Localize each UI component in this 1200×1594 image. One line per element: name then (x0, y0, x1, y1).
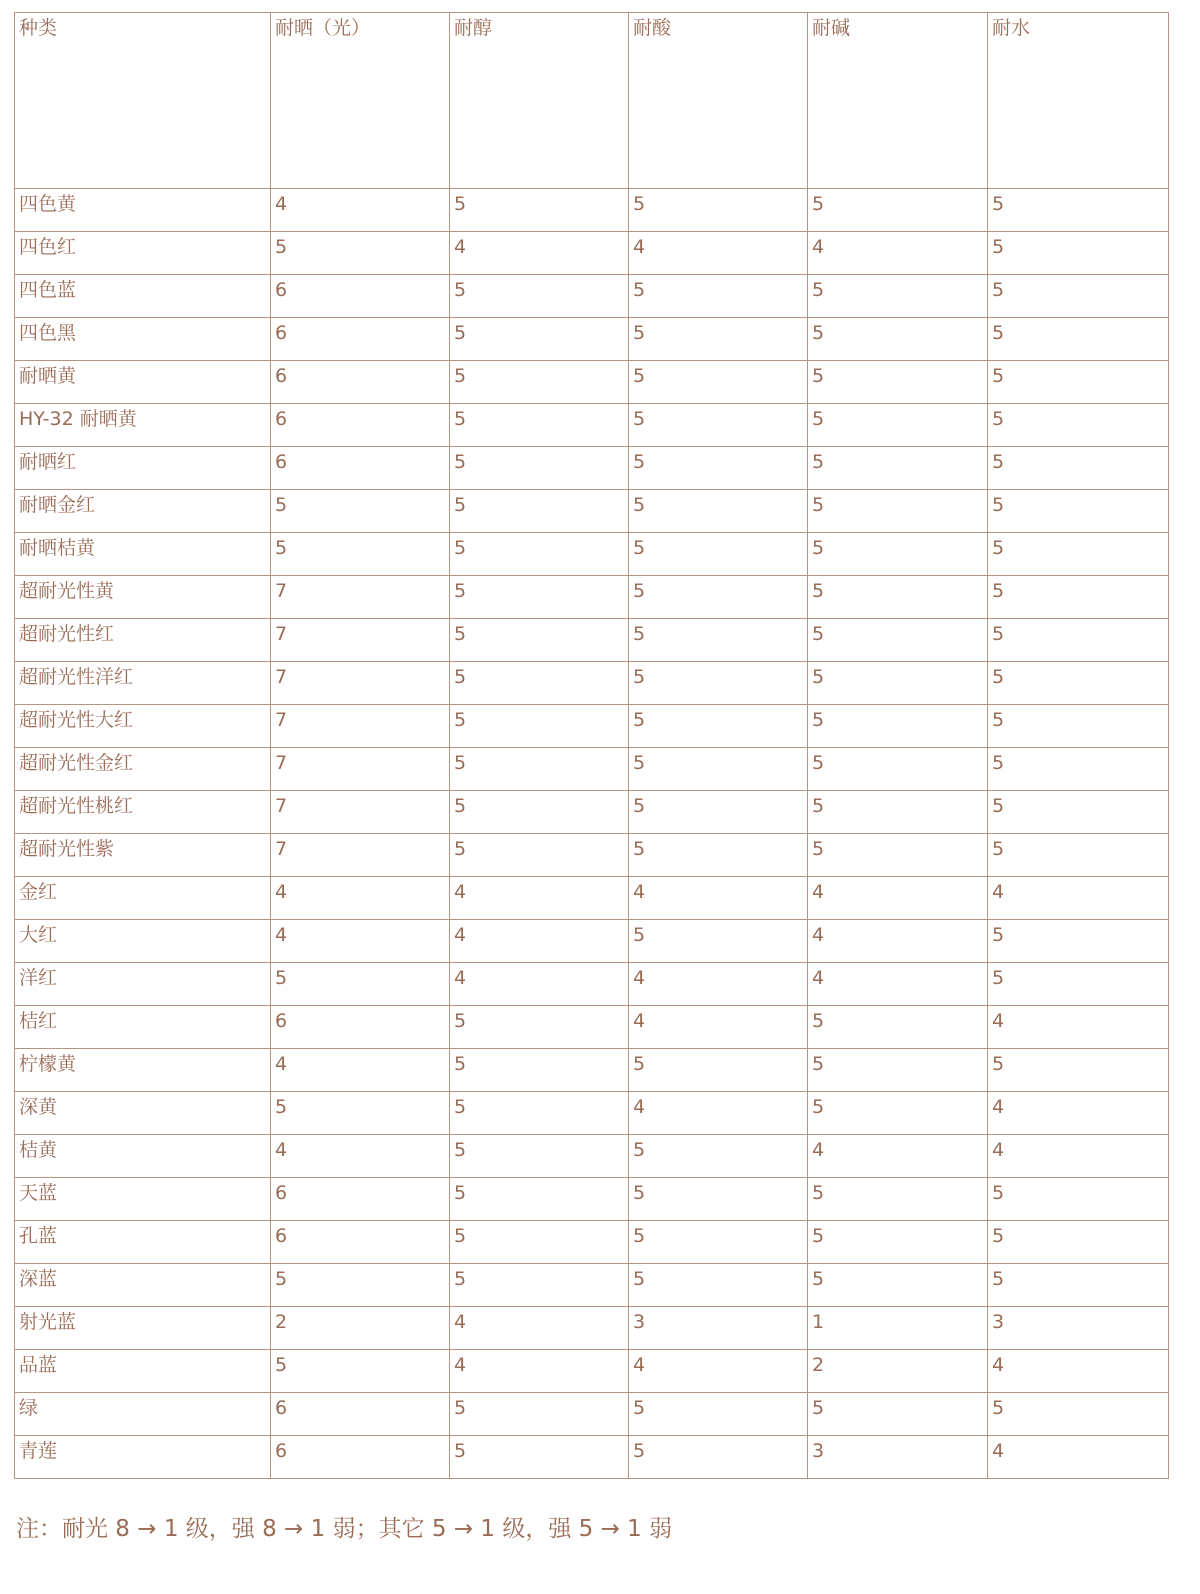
cell-lightfastness: 7 (271, 576, 450, 619)
cell-acid: 4 (629, 232, 808, 275)
cell-lightfastness: 5 (271, 533, 450, 576)
table-row (15, 447, 1169, 490)
cell-alcohol: 5 (450, 1221, 629, 1264)
cell-acid: 5 (629, 748, 808, 791)
cell-type: 超耐光性洋红 (15, 662, 271, 705)
cell-acid: 5 (629, 1178, 808, 1221)
cell-alkali: 1 (808, 1307, 988, 1350)
cell-alcohol: 5 (450, 1436, 629, 1479)
cell-alcohol: 5 (450, 1092, 629, 1135)
table-row (15, 1092, 1169, 1135)
cell-alkali: 5 (808, 791, 988, 834)
cell-lightfastness: 6 (271, 275, 450, 318)
cell-acid: 5 (629, 705, 808, 748)
cell-acid: 5 (629, 619, 808, 662)
cell-type: 青莲 (15, 1436, 271, 1479)
header-row (15, 13, 1169, 189)
cell-type: 超耐光性红 (15, 619, 271, 662)
cell-acid: 4 (629, 877, 808, 920)
cell-lightfastness: 2 (271, 1307, 450, 1350)
cell-alcohol: 4 (450, 963, 629, 1006)
cell-alcohol: 5 (450, 791, 629, 834)
cell-alkali: 5 (808, 619, 988, 662)
cell-alcohol: 5 (450, 705, 629, 748)
cell-alkali: 2 (808, 1350, 988, 1393)
cell-type: 金红 (15, 877, 271, 920)
cell-alcohol: 5 (450, 404, 629, 447)
cell-alkali: 4 (808, 877, 988, 920)
pigment-resistance-table (14, 12, 1169, 1479)
table-row (15, 533, 1169, 576)
cell-acid: 5 (629, 189, 808, 232)
cell-type: 超耐光性大红 (15, 705, 271, 748)
cell-lightfastness: 6 (271, 1178, 450, 1221)
cell-alkali: 5 (808, 1178, 988, 1221)
cell-lightfastness: 6 (271, 1393, 450, 1436)
cell-alcohol: 4 (450, 877, 629, 920)
cell-acid: 5 (629, 834, 808, 877)
table-body (15, 189, 1169, 1479)
cell-alcohol: 4 (450, 920, 629, 963)
cell-type: 超耐光性金红 (15, 748, 271, 791)
header-cell-acid-resistance: 耐酸 (629, 13, 808, 189)
cell-acid: 4 (629, 1092, 808, 1135)
cell-lightfastness: 4 (271, 877, 450, 920)
cell-type: 超耐光性桃红 (15, 791, 271, 834)
cell-alkali: 5 (808, 1264, 988, 1307)
header-cell-water-resistance: 耐水 (988, 13, 1169, 189)
cell-type: 耐晒黄 (15, 361, 271, 404)
cell-acid: 5 (629, 791, 808, 834)
table-row (15, 576, 1169, 619)
header-cell-alkali-resistance: 耐碱 (808, 13, 988, 189)
cell-acid: 5 (629, 361, 808, 404)
cell-acid: 5 (629, 533, 808, 576)
table-row (15, 834, 1169, 877)
cell-acid: 5 (629, 404, 808, 447)
cell-water: 4 (988, 1006, 1169, 1049)
cell-type: 桔红 (15, 1006, 271, 1049)
cell-water: 5 (988, 361, 1169, 404)
cell-water: 5 (988, 662, 1169, 705)
cell-type: 大红 (15, 920, 271, 963)
cell-lightfastness: 7 (271, 748, 450, 791)
table-row (15, 1264, 1169, 1307)
cell-lightfastness: 7 (271, 834, 450, 877)
table-row (15, 1393, 1169, 1436)
cell-water: 5 (988, 619, 1169, 662)
cell-lightfastness: 7 (271, 662, 450, 705)
cell-water: 5 (988, 447, 1169, 490)
table-row (15, 791, 1169, 834)
cell-lightfastness: 5 (271, 1264, 450, 1307)
header-cell-lightfastness: 耐晒（光） (271, 13, 450, 189)
cell-lightfastness: 5 (271, 963, 450, 1006)
cell-water: 4 (988, 1350, 1169, 1393)
cell-alcohol: 5 (450, 1135, 629, 1178)
cell-acid: 4 (629, 1350, 808, 1393)
cell-lightfastness: 4 (271, 189, 450, 232)
cell-alkali: 3 (808, 1436, 988, 1479)
cell-alcohol: 5 (450, 490, 629, 533)
cell-acid: 5 (629, 318, 808, 361)
table-row (15, 490, 1169, 533)
cell-alkali: 5 (808, 1049, 988, 1092)
cell-alcohol: 5 (450, 619, 629, 662)
cell-type: 耐晒金红 (15, 490, 271, 533)
cell-acid: 5 (629, 1264, 808, 1307)
cell-alkali: 5 (808, 275, 988, 318)
cell-acid: 5 (629, 662, 808, 705)
table-row (15, 1006, 1169, 1049)
cell-water: 5 (988, 834, 1169, 877)
pigment-resistance-sheet (14, 12, 1168, 1479)
cell-type: 超耐光性紫 (15, 834, 271, 877)
cell-alkali: 4 (808, 963, 988, 1006)
cell-water: 5 (988, 189, 1169, 232)
cell-water: 4 (988, 1436, 1169, 1479)
cell-water: 4 (988, 877, 1169, 920)
cell-acid: 5 (629, 1221, 808, 1264)
cell-alkali: 4 (808, 920, 988, 963)
cell-lightfastness: 4 (271, 920, 450, 963)
cell-lightfastness: 6 (271, 1436, 450, 1479)
footnote: 注：耐光 8 → 1 级，强 8 → 1 弱；其它 5 → 1 级，强 5 → 1 弱 (16, 1516, 673, 1542)
cell-water: 5 (988, 318, 1169, 361)
cell-lightfastness: 7 (271, 619, 450, 662)
cell-type: 桔黄 (15, 1135, 271, 1178)
table-row (15, 1307, 1169, 1350)
cell-lightfastness: 4 (271, 1049, 450, 1092)
cell-type: 耐晒桔黄 (15, 533, 271, 576)
cell-type: 深蓝 (15, 1264, 271, 1307)
cell-type: 品蓝 (15, 1350, 271, 1393)
cell-lightfastness: 6 (271, 404, 450, 447)
cell-water: 3 (988, 1307, 1169, 1350)
cell-water: 5 (988, 1049, 1169, 1092)
cell-water: 4 (988, 1135, 1169, 1178)
header-cell-alcohol-resistance: 耐醇 (450, 13, 629, 189)
cell-water: 5 (988, 576, 1169, 619)
cell-alkali: 5 (808, 1221, 988, 1264)
cell-type: 绿 (15, 1393, 271, 1436)
cell-lightfastness: 6 (271, 1221, 450, 1264)
cell-water: 5 (988, 232, 1169, 275)
cell-alcohol: 5 (450, 1006, 629, 1049)
cell-lightfastness: 4 (271, 1135, 450, 1178)
cell-lightfastness: 6 (271, 318, 450, 361)
table-row (15, 662, 1169, 705)
cell-alcohol: 5 (450, 748, 629, 791)
cell-water: 5 (988, 1178, 1169, 1221)
cell-alcohol: 5 (450, 361, 629, 404)
cell-type: 孔蓝 (15, 1221, 271, 1264)
cell-alcohol: 5 (450, 275, 629, 318)
cell-water: 5 (988, 1221, 1169, 1264)
cell-type: 射光蓝 (15, 1307, 271, 1350)
cell-type: 洋红 (15, 963, 271, 1006)
cell-lightfastness: 5 (271, 1092, 450, 1135)
cell-alkali: 5 (808, 189, 988, 232)
cell-alkali: 5 (808, 361, 988, 404)
cell-alcohol: 5 (450, 447, 629, 490)
cell-alcohol: 4 (450, 232, 629, 275)
table-row (15, 1350, 1169, 1393)
cell-alcohol: 5 (450, 1049, 629, 1092)
table-row (15, 1178, 1169, 1221)
table-row (15, 748, 1169, 791)
cell-alkali: 4 (808, 1135, 988, 1178)
cell-type: 深黄 (15, 1092, 271, 1135)
cell-lightfastness: 6 (271, 447, 450, 490)
cell-acid: 5 (629, 1135, 808, 1178)
cell-alcohol: 5 (450, 1393, 629, 1436)
cell-type: 天蓝 (15, 1178, 271, 1221)
cell-acid: 5 (629, 490, 808, 533)
cell-alcohol: 4 (450, 1307, 629, 1350)
table-row (15, 189, 1169, 232)
table-row (15, 404, 1169, 447)
cell-acid: 5 (629, 447, 808, 490)
table-row (15, 1049, 1169, 1092)
cell-type: 四色蓝 (15, 275, 271, 318)
cell-lightfastness: 5 (271, 490, 450, 533)
table-row (15, 877, 1169, 920)
cell-alcohol: 5 (450, 662, 629, 705)
cell-water: 5 (988, 490, 1169, 533)
cell-alkali: 5 (808, 447, 988, 490)
cell-water: 5 (988, 1393, 1169, 1436)
cell-acid: 4 (629, 1006, 808, 1049)
cell-alkali: 5 (808, 318, 988, 361)
cell-water: 5 (988, 275, 1169, 318)
table-row (15, 920, 1169, 963)
cell-lightfastness: 7 (271, 705, 450, 748)
cell-water: 5 (988, 404, 1169, 447)
cell-lightfastness: 6 (271, 361, 450, 404)
cell-water: 4 (988, 1092, 1169, 1135)
cell-type: 四色黄 (15, 189, 271, 232)
cell-acid: 5 (629, 1393, 808, 1436)
cell-alkali: 5 (808, 748, 988, 791)
cell-type: 超耐光性黄 (15, 576, 271, 619)
cell-alkali: 5 (808, 1092, 988, 1135)
table-row (15, 232, 1169, 275)
table-row (15, 1135, 1169, 1178)
cell-acid: 5 (629, 920, 808, 963)
cell-water: 5 (988, 748, 1169, 791)
cell-alkali: 5 (808, 490, 988, 533)
cell-acid: 5 (629, 275, 808, 318)
cell-alkali: 4 (808, 232, 988, 275)
cell-alcohol: 5 (450, 318, 629, 361)
cell-alkali: 5 (808, 533, 988, 576)
cell-alkali: 5 (808, 1006, 988, 1049)
cell-alcohol: 5 (450, 1264, 629, 1307)
cell-lightfastness: 6 (271, 1006, 450, 1049)
cell-alkali: 5 (808, 834, 988, 877)
cell-water: 5 (988, 963, 1169, 1006)
cell-alkali: 5 (808, 705, 988, 748)
cell-alkali: 5 (808, 1393, 988, 1436)
cell-alcohol: 5 (450, 1178, 629, 1221)
table-row (15, 275, 1169, 318)
table-row (15, 963, 1169, 1006)
cell-type: 柠檬黄 (15, 1049, 271, 1092)
header-cell-type: 种类 (15, 13, 271, 189)
table-row (15, 1436, 1169, 1479)
cell-alcohol: 5 (450, 189, 629, 232)
cell-acid: 5 (629, 1436, 808, 1479)
cell-type: 四色红 (15, 232, 271, 275)
cell-alkali: 5 (808, 404, 988, 447)
cell-alcohol: 5 (450, 576, 629, 619)
cell-alcohol: 5 (450, 834, 629, 877)
table-row (15, 705, 1169, 748)
cell-type: 四色黑 (15, 318, 271, 361)
cell-alkali: 5 (808, 576, 988, 619)
cell-water: 5 (988, 1264, 1169, 1307)
table-row (15, 619, 1169, 662)
table-row (15, 1221, 1169, 1264)
table-header (15, 13, 1169, 189)
cell-acid: 5 (629, 1049, 808, 1092)
cell-acid: 3 (629, 1307, 808, 1350)
cell-acid: 5 (629, 576, 808, 619)
cell-alkali: 5 (808, 662, 988, 705)
table-row (15, 318, 1169, 361)
table-row (15, 361, 1169, 404)
cell-water: 5 (988, 920, 1169, 963)
cell-water: 5 (988, 533, 1169, 576)
cell-alcohol: 4 (450, 1350, 629, 1393)
cell-lightfastness: 5 (271, 232, 450, 275)
cell-type: HY-32 耐晒黄 (15, 404, 271, 447)
cell-alcohol: 5 (450, 533, 629, 576)
cell-water: 5 (988, 791, 1169, 834)
cell-water: 5 (988, 705, 1169, 748)
cell-acid: 4 (629, 963, 808, 1006)
cell-lightfastness: 5 (271, 1350, 450, 1393)
cell-type: 耐晒红 (15, 447, 271, 490)
cell-lightfastness: 7 (271, 791, 450, 834)
